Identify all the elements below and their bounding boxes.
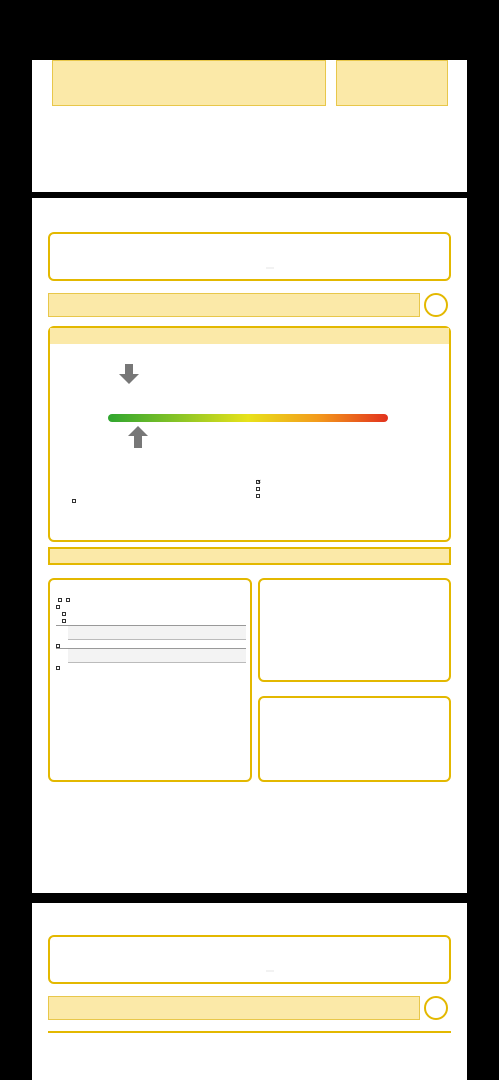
- renew-usage-row: [56, 597, 246, 602]
- end-energy-bar: [48, 547, 451, 565]
- energy-scale-lower-bar: [108, 414, 388, 422]
- home-indicator[interactable]: [163, 1063, 336, 1068]
- section-bar: [48, 293, 420, 317]
- document-page-3: [32, 903, 467, 1080]
- end-energy-arrow-head: [119, 374, 139, 384]
- document-page-1: [32, 60, 467, 192]
- req-primary-row: [56, 480, 246, 485]
- primary-energy-arrow-shaft: [134, 436, 142, 448]
- law-date: [266, 970, 274, 972]
- energy-demand-panel: [48, 326, 451, 542]
- summer-checkbox: [72, 499, 76, 503]
- renewable-energy-panel: [48, 578, 252, 782]
- end-energy-arrow-shaft: [125, 364, 133, 374]
- comparison-scale: [280, 602, 430, 610]
- renew-table-row: [68, 626, 246, 640]
- certificate-header: [48, 232, 451, 281]
- procedure-block: [256, 476, 446, 498]
- law-date: [266, 267, 274, 269]
- certificate-header: [48, 935, 451, 984]
- page-number-badge: [424, 293, 448, 317]
- energy-class-bar: [108, 392, 388, 402]
- procedure-item: [256, 493, 446, 498]
- requirements-block: [56, 476, 246, 503]
- renew-calc-row: [56, 618, 246, 623]
- comparison-panel: [258, 578, 451, 682]
- req-quality-row: [56, 489, 246, 494]
- procedure-item: ✕: [257, 478, 262, 485]
- renew-pauschal-row: [56, 611, 246, 616]
- renew-more-row: [56, 665, 246, 670]
- issue-date-box: [336, 60, 448, 106]
- page-number-badge: [424, 996, 448, 1020]
- comparison-labels: [280, 618, 440, 678]
- next-panel-edge: [48, 1031, 451, 1041]
- energy-scale-ticks: [108, 404, 388, 412]
- section-bar: [48, 996, 420, 1020]
- address-box: [52, 60, 326, 106]
- energy-scale: [108, 392, 388, 428]
- explanation-panel: [258, 696, 451, 782]
- document-page-2: [32, 198, 467, 893]
- renew-table2-row: [68, 649, 246, 663]
- req-summer-row: [56, 498, 246, 503]
- procedure-item: [256, 486, 446, 491]
- comparison-ticks: [280, 610, 430, 616]
- primary-energy-arrow-head: [128, 426, 148, 436]
- renew-65-row: [56, 604, 246, 609]
